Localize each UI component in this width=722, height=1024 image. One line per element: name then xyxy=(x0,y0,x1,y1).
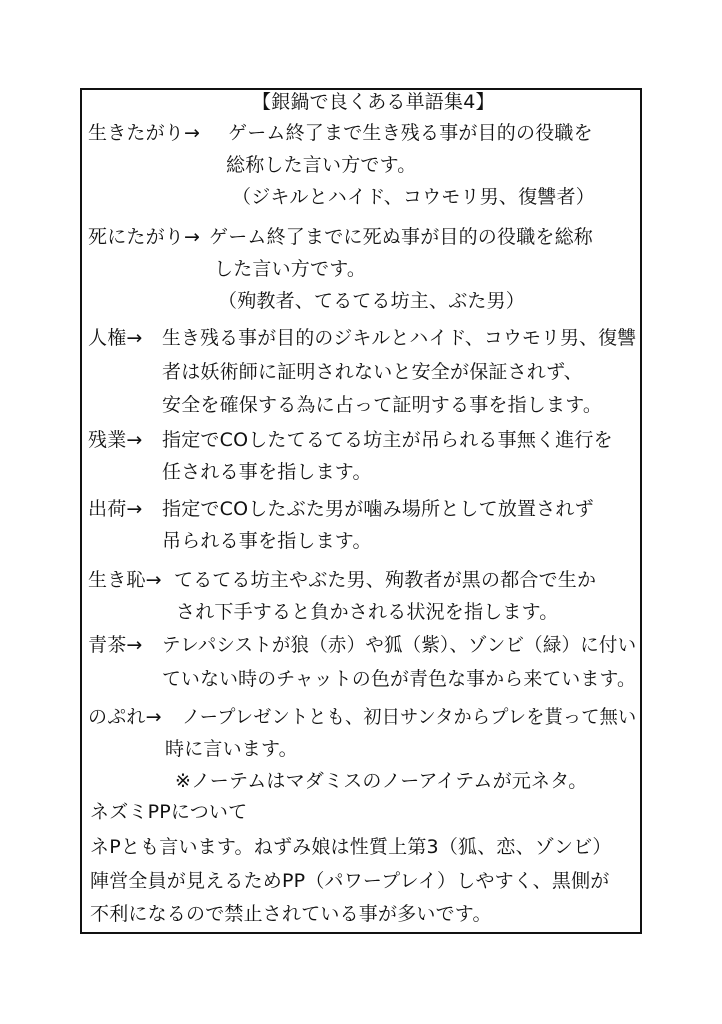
entry-term: 青茶→ xyxy=(88,634,143,656)
entry-text: 指定でCOしたぶた男が噛み場所として放置されず xyxy=(162,498,594,520)
entry-text: され下手すると負かされる状況を指します。 xyxy=(176,601,559,623)
entry-term: 人権→ xyxy=(88,327,143,349)
entry-text: 時に言います。 xyxy=(165,738,298,760)
entry-text: ノープレゼントとも、初日サンタからプレを貰って無い xyxy=(182,706,637,728)
entry-text: ※ノーテムはマダミスのノーアイテムが元ネタ。 xyxy=(175,770,588,792)
entry-term: 生きたがり→ xyxy=(88,122,201,144)
entry-text: した言い方です。 xyxy=(214,258,367,280)
section-heading: ネズミPPについて xyxy=(90,801,248,823)
entry-text: テレパシストが狼（赤）や狐（紫）、ゾンビ（緑）に付い xyxy=(162,634,637,656)
entry-term: 死にたがり→ xyxy=(88,226,201,248)
page-title: 【銀鍋で良くある単語集4】 xyxy=(252,91,495,113)
entry-term: 残業→ xyxy=(88,429,143,451)
entry-text: 生き残る事が目的のジキルとハイド、コウモリ男、復讐 xyxy=(162,327,637,349)
entry-term: 出荷→ xyxy=(88,498,143,520)
section-text: ネPとも言います。ねずみ娘は性質上第3（狐、恋、ゾンビ） xyxy=(90,836,612,858)
entry-text: 者は妖術師に証明されないと安全が保証されず、 xyxy=(162,361,583,383)
entry-text: （殉教者、てるてる坊主、ぶた男） xyxy=(218,290,526,312)
entry-term: 生き恥→ xyxy=(88,569,162,591)
entry-text: ていない時のチャットの色が青色な事から来ています。 xyxy=(162,668,637,690)
entry-text: てるてる坊主やぶた男、殉教者が黒の都合で生か xyxy=(174,569,597,591)
entry-text: ゲーム終了までに死ぬ事が目的の役職を総称 xyxy=(209,226,594,248)
section-text: 陣営全員が見えるためPP（パワープレイ）しやすく、黒側が xyxy=(90,870,610,892)
entry-term: のぷれ→ xyxy=(88,706,162,728)
entry-text: ゲーム終了まで生き残る事が目的の役職を xyxy=(228,122,593,144)
entry-text: 吊られる事を指します。 xyxy=(162,530,372,552)
section-text: 不利になるので禁止されている事が多いです。 xyxy=(90,903,492,925)
entry-text: （ジキルとハイド、コウモリ男、復讐者） xyxy=(232,186,595,208)
entry-text: 総称した言い方です。 xyxy=(226,154,417,176)
entry-text: 任される事を指します。 xyxy=(162,461,372,483)
entry-text: 指定でCOしたてるてる坊主が吊られる事無く進行を xyxy=(162,429,613,451)
entry-text: 安全を確保する為に占って証明する事を指します。 xyxy=(162,394,603,416)
